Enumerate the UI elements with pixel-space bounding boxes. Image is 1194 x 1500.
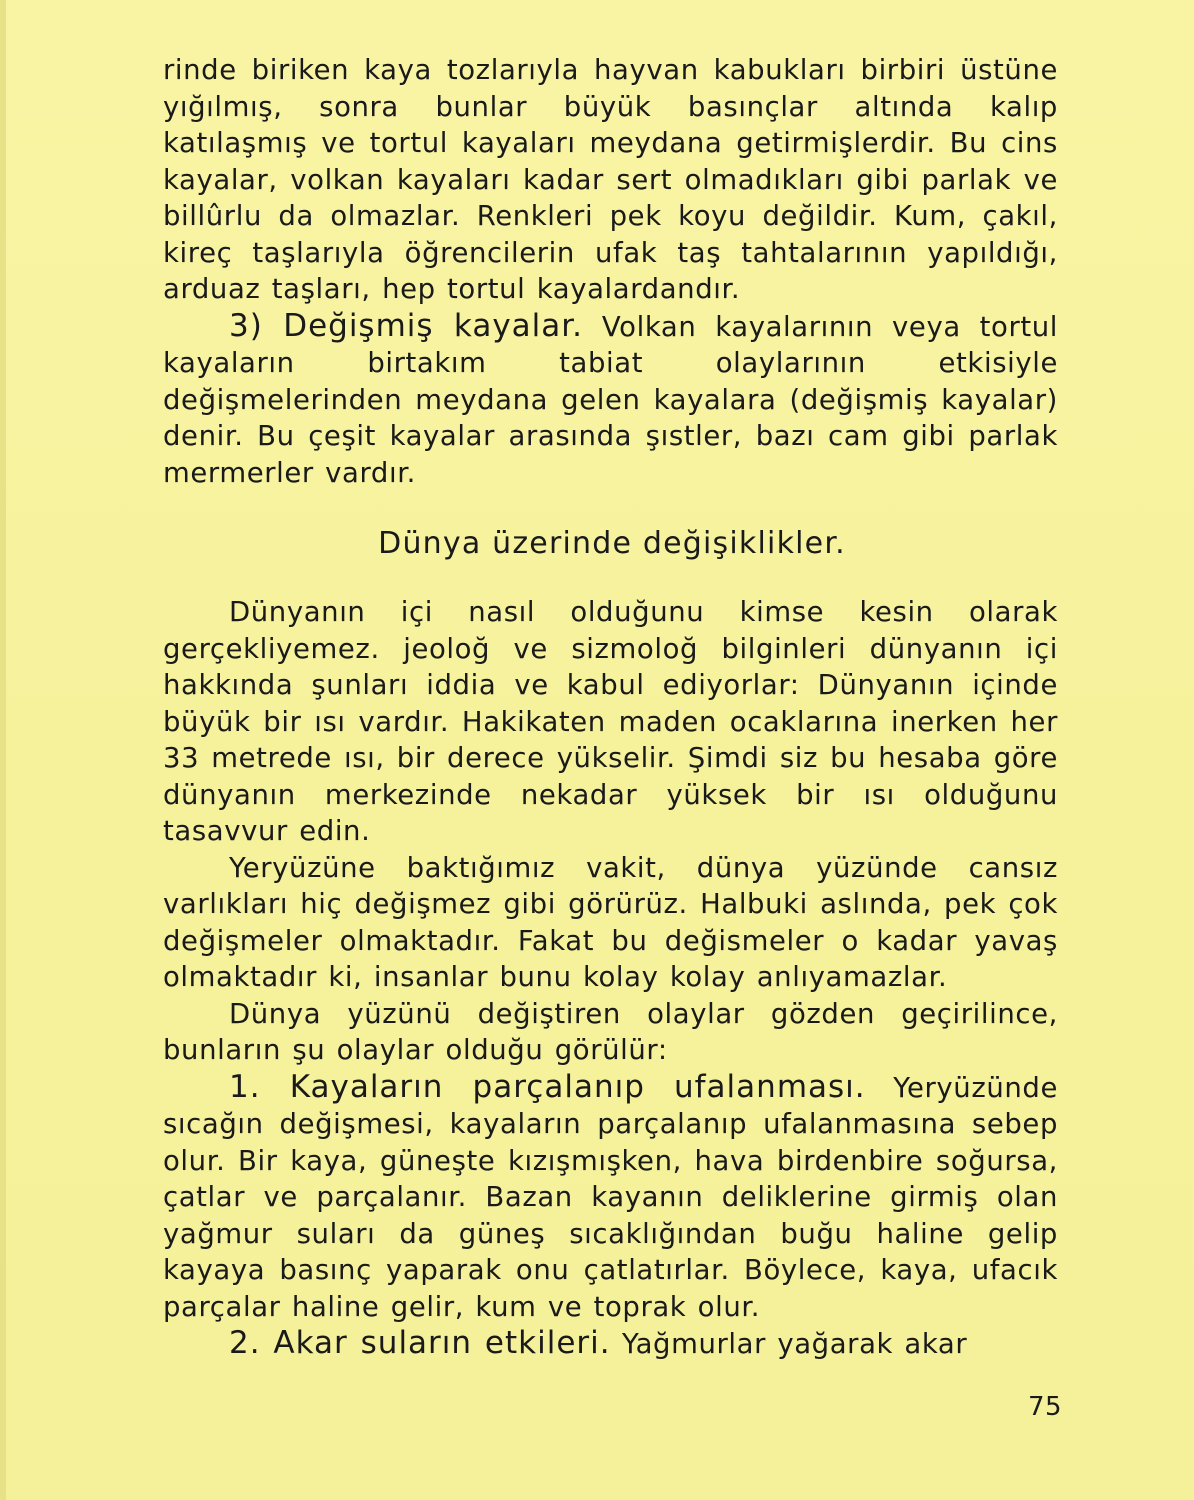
paragraph-metamorphic: [163, 308, 1058, 492]
subheading-metamorphic: 3) Değişmiş kayalar.: [229, 307, 584, 344]
paragraph-sedimentary: rinde biriken kaya tozlarıyla hayvan kabukları birbiri üstüne yığılmış, sonra bunlar büyük basınçlar altında kalıp katılaşmış ve tortul kayaları meydana getirmişlerdir. Bu cins kayalar, volkan kayaları kadar sert olmadıkları gibi parlak ve billûrlu da olmazlar. Renkleri pek koyu değildir. Kum, çakıl, kireç taşlarıyla öğrencilerin ufak taş tahtalarının yapıldığı, arduaz taşları, hep tortul kayalardandır.: [163, 54, 1058, 305]
paragraph-running-water: [163, 1325, 1058, 1363]
paragraph-weathering-text: Yeryüzünde sıcağın değişmesi, kayaların parçalanıp ufalanmasına sebep olur. Bir kaya, güneşte kızışmışken, hava birdenbire soğursa, çatlar ve parçalanır. Bazan kayanın deliklerine girmiş olan yağmur suları da güneş sıcaklığından buğu haline gelip kayaya basınç yaparak onu çatlatırlar. Böylece, kaya, ufacık parçalar haline gelir, kum ve toprak olur.: [163, 1071, 1058, 1323]
page-edge: [0, 0, 6, 1500]
section-title: Dünya üzerinde değişiklikler.: [378, 526, 846, 561]
paragraph-earth-surface: Yeryüzüne baktığımız vakit, dünya yüzünde cansız varlıkları hiç değişmez gibi görürüz. Halbuki aslında, pek çok değişmeler olmaktadır. Fakat bu değismeler o kadar yavaş olmaktadır ki, insanlar bunu kolay kolay anlıyamazlar.: [163, 851, 1058, 993]
subheading-weathering: 1. Kayaların parçalanıp ufalanması.: [229, 1068, 866, 1105]
paragraph-metamorphic-text: Volkan kayalarının veya tortul kayaların birtakım tabiat olaylarının etkisiyle değişmelerinden meydana gelen kayalara (değişmiş kayalar) denir. Bu çeşit kayalar arasında şıstler, bazı cam gibi parlak mermerler vardır.: [163, 310, 1059, 489]
paragraph-earth-interior: Dünyanın içi nasıl olduğunu kimse kesin olarak gerçekliyemez. jeoloğ ve sizmoloğ bilginleri dünyanın içi hakkında şunları iddia ve kabul ediyorlar: Dünyanın içinde büyük bir ısı vardır. Hakikaten maden ocaklarına inerken her 33 metrede ısı, bir derece yükselir. Şimdi siz bu hesaba göre dünyanın merkezinde nekadar yüksek bir ısı olduğunu tasavvur edin.: [163, 596, 1058, 847]
paragraph-weathering: [163, 1069, 1058, 1326]
paragraph-events-intro: Dünya yüzünü değiştiren olaylar gözden geçirilince, bunların şu olaylar olduğu görülür:: [163, 997, 1058, 1066]
text-block-bottom: [163, 594, 1058, 1363]
text-block-top: [163, 52, 1058, 491]
page-number: 75: [1028, 1392, 1063, 1422]
subheading-running-water: 2. Akar suların etkileri.: [229, 1325, 611, 1361]
paragraph-running-water-text: Yağmurlar yağarak akar: [621, 1328, 968, 1360]
